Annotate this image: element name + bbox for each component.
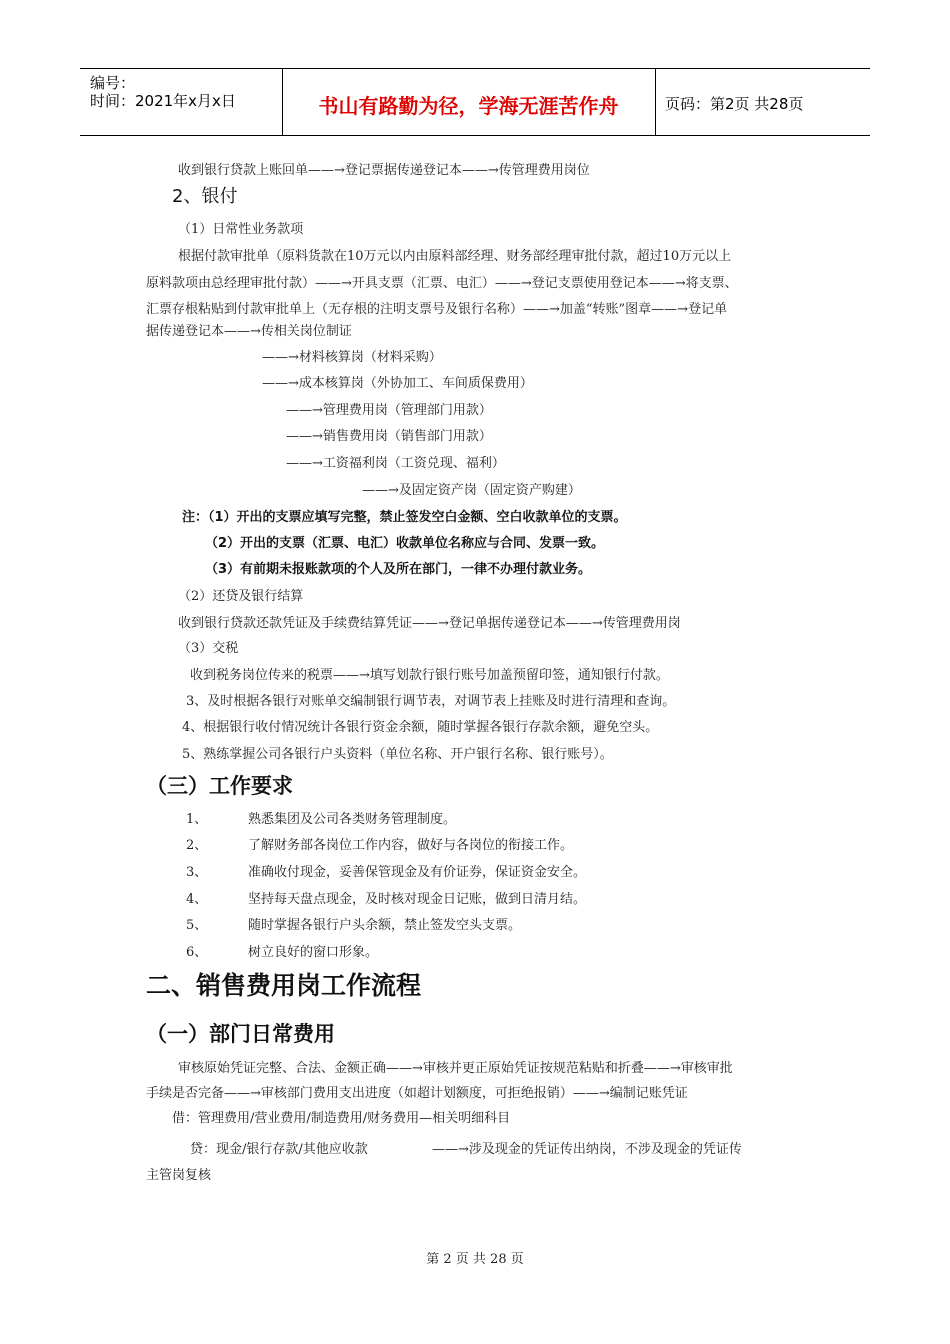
subsection-heading: （2）还贷及银行结算 (178, 589, 304, 604)
document-number-label: 编号： (90, 74, 136, 92)
numbered-item: 5、熟练掌握公司各银行户头资料（单位名称、开户银行名称、银行账号）。 (182, 747, 613, 762)
numbered-item: 3、及时根据各银行对账单交编制银行调节表，对调节表上挂账及时进行清理和查询。 (186, 694, 676, 709)
paragraph-line: 主管岗复核 (146, 1168, 212, 1183)
paragraph-line: 据传递登记本——→传相关岗位制证 (146, 324, 352, 339)
note-line: （3）有前期未报账款项的个人及所在部门，一律不办理付款业务。 (205, 562, 592, 577)
branch-item: ——→材料核算岗（材料采购） (262, 350, 442, 365)
list-item: 坚持每天盘点现金，及时核对现金日记账，做到日清月结。 (248, 892, 587, 907)
header-divider (655, 68, 656, 136)
header-bottom-rule (80, 135, 870, 136)
list-item-number: 6、 (186, 945, 208, 960)
branch-item: ——→销售费用岗（销售部门用款） (286, 429, 492, 444)
branch-item: ——→及固定资产岗（固定资产购建） (362, 483, 581, 498)
list-item: 了解财务部各岗位工作内容，做好与各岗位的衔接工作。 (248, 838, 574, 853)
branch-item: ——→工资福利岗（工资兑现、福利） (286, 456, 505, 471)
chapter-heading: 二、销售费用岗工作流程 (146, 971, 422, 1000)
paragraph-line: 审核原始凭证完整、合法、金额正确——→审核并更正原始凭证按规范粘贴和折叠——→审核审批 (178, 1061, 733, 1076)
paragraph: 收到税务岗位传来的税票——→填写划款行银行账号加盖预留印签，通知银行付款。 (190, 668, 669, 683)
paragraph-line: 手续是否完备——→审核部门费用支出进度（如超计划额度，可拒绝报销）——→编制记账凭证 (146, 1086, 688, 1101)
list-item: 熟悉集团及公司各类财务管理制度。 (248, 812, 457, 827)
paragraph: 收到银行贷款上账回单——→登记票据传递登记本——→传管理费用岗位 (178, 163, 590, 178)
section-heading: 2、银付 (172, 186, 238, 207)
header-motto: 书山有路勤为径，学海无涯苦作舟 (318, 94, 619, 118)
subsection-heading: （1）日常性业务款项 (178, 222, 304, 237)
credit-line: 贷：现金/银行存款/其他应收款 (190, 1142, 368, 1157)
paragraph-line: 原料款项由总经理审批付款）——→开具支票（汇票、电汇）——→登记支票使用登记本——→将支票、 (146, 276, 738, 291)
credit-line-routing: ——→涉及现金的凭证传出纳岗，不涉及现金的凭证传 (432, 1142, 742, 1157)
note-line: 注：（1）开出的支票应填写完整，禁止签发空白金额、空白收款单位的支票。 (182, 510, 627, 525)
list-item-number: 4、 (186, 892, 208, 907)
numbered-item: 4、根据银行收付情况统计各银行资金余额，随时掌握各银行存款余额，避免空头。 (182, 720, 659, 735)
list-item-number: 2、 (186, 838, 208, 853)
branch-item: ——→成本核算岗（外协加工、车间质保费用） (262, 376, 533, 391)
debit-line: 借：管理费用/营业费用/制造费用/财务费用—相关明细科目 (172, 1111, 511, 1126)
header-top-rule (80, 68, 870, 69)
paragraph: 收到银行贷款还款凭证及手续费结算凭证——→登记单据传递登记本——→传管理费用岗 (178, 616, 681, 631)
page-footer: 第 2 页 共 28 页 (426, 1252, 524, 1267)
list-item-number: 3、 (186, 865, 208, 880)
list-item-number: 1、 (186, 812, 208, 827)
list-item: 树立良好的窗口形象。 (248, 945, 379, 960)
page-header (80, 68, 870, 136)
list-item-number: 5、 (186, 918, 208, 933)
paragraph-line: 汇票存根粘贴到付款审批单上（无存根的注明支票号及银行名称）——→加盖“转账”图章——→登记单 (146, 302, 728, 317)
section-heading: （三）工作要求 (146, 774, 293, 798)
note-line: （2）开出的支票（汇票、电汇）收款单位名称应与合同、发票一致。 (205, 536, 605, 551)
list-item: 随时掌握各银行户头余额，禁止签发空头支票。 (248, 918, 522, 933)
document-date-label: 时间：2021年x月x日 (90, 92, 236, 110)
branch-item: ——→管理费用岗（管理部门用款） (286, 403, 492, 418)
paragraph-line: 根据付款审批单（原料货款在10万元以内由原料部经理、财务部经理审批付款，超过10万元以上 (178, 249, 732, 264)
subsection-heading: （3）交税 (178, 641, 239, 656)
section-heading: （一）部门日常费用 (146, 1022, 335, 1046)
header-page-label: 页码：第2页 共28页 (665, 95, 804, 113)
list-item: 准确收付现金，妥善保管现金及有价证券，保证资金安全。 (248, 865, 587, 880)
